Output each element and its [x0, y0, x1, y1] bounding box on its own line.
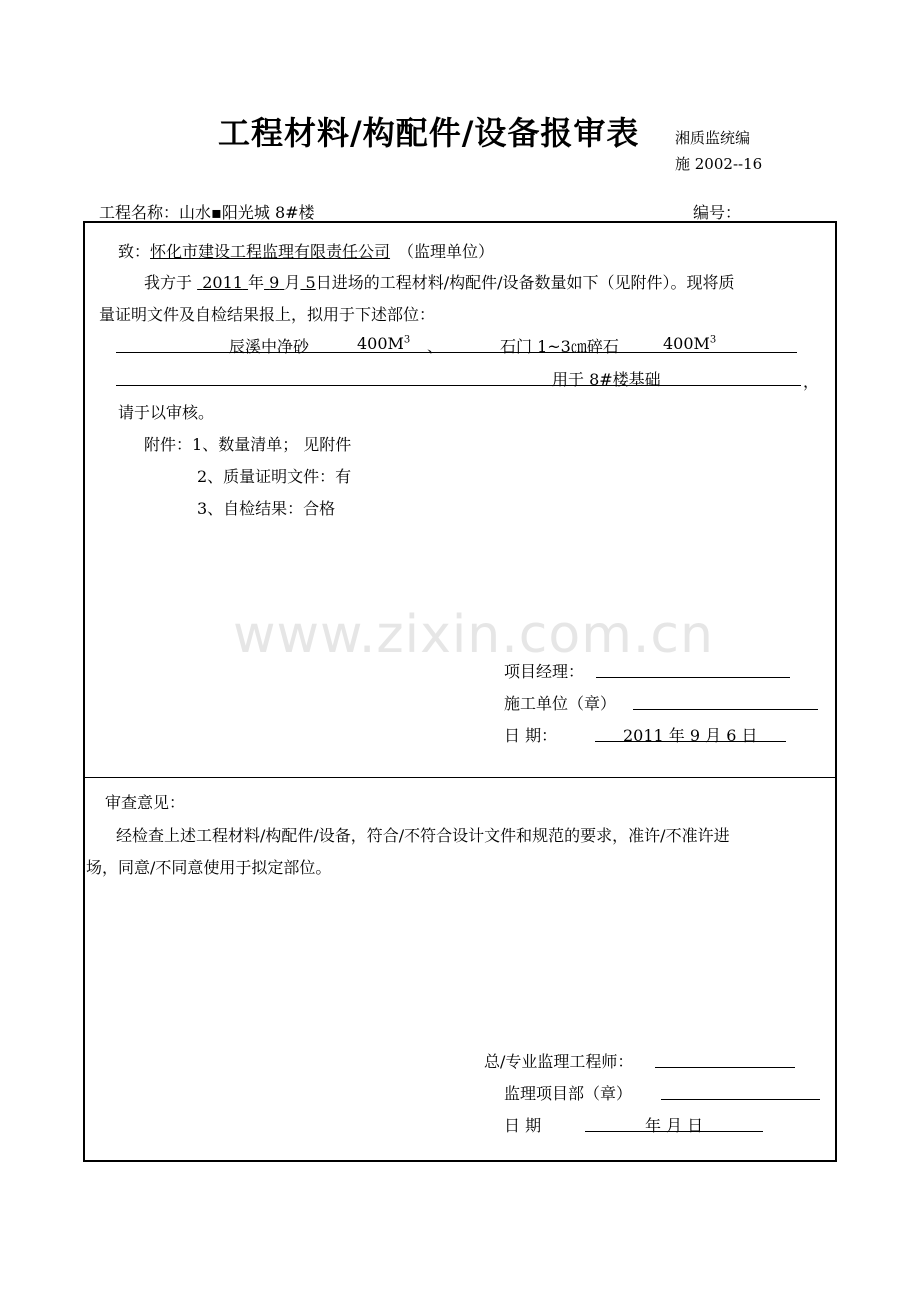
qty2: $400M^3$	[663, 334, 717, 353]
manager-signature-line	[596, 677, 790, 678]
submit-date-label: 日 期：	[504, 726, 558, 745]
engineer-signature-line	[655, 1067, 795, 1068]
project-name-label: 工程名称：	[99, 203, 180, 222]
location: 用于 8#楼基础	[552, 370, 661, 389]
opinion-line2: 场，同意/不同意使用于拟定部位。	[86, 858, 332, 877]
month-unit: 月	[284, 273, 301, 292]
location-comma: ，	[803, 372, 820, 391]
review-date-line	[585, 1131, 763, 1132]
supervisor-company: 怀化市建设工程监理有限责任公司	[150, 242, 391, 261]
to-label: 致：	[118, 242, 151, 261]
opinion-label: 审查意见：	[105, 793, 186, 812]
intro-suffix: 日进场的工程材料/构配件/设备数量如下（见附件）。现将质	[315, 273, 735, 292]
material-separator: 、	[427, 337, 444, 356]
to-line	[118, 239, 494, 262]
review-date-label: 日 期	[504, 1116, 542, 1135]
number-label: 编号：	[693, 203, 742, 222]
project-name-value: 山水▪阳光城 8#楼	[179, 203, 315, 222]
qty1: $400M^3$	[357, 334, 411, 353]
project-name-row	[99, 200, 315, 223]
submit-date-value: 2011 年 9 月 6 日	[623, 726, 758, 745]
location-underline	[116, 385, 801, 386]
opinion-line1: 经检查上述工程材料/构配件/设备，符合/不符合设计文件和规范的要求，准许/不准许进	[116, 826, 730, 845]
contractor-seal-line	[633, 709, 818, 710]
entry-year: 2011	[202, 273, 243, 292]
form-code-line1: 湘质监统编	[675, 129, 751, 147]
entry-month: 9	[269, 273, 280, 292]
watermark: www.zixin.com.cn	[233, 605, 714, 665]
submit-date-line	[595, 741, 786, 742]
year-unit: 年	[248, 273, 265, 292]
supervisor-suffix: （监理单位）	[398, 242, 495, 261]
form-code-line2: 施 2002--16	[675, 155, 763, 173]
form-title: 工程材料/构配件/设备报审表	[218, 114, 640, 152]
intro-prefix: 我方于	[144, 273, 193, 292]
contractor-label: 施工单位（章）	[504, 694, 617, 713]
material2: 石门 1~3㎝碎石	[500, 337, 619, 356]
manager-label: 项目经理：	[504, 662, 585, 681]
form-box	[83, 221, 837, 1162]
section-divider	[83, 777, 837, 778]
intro-line1	[144, 270, 735, 293]
intro-line2: 量证明文件及自检结果报上，拟用于下述部位：	[99, 305, 436, 324]
dept-label: 监理项目部（章）	[504, 1084, 633, 1103]
material1: 辰溪中净砂	[229, 337, 310, 356]
attachment-row1: 附件：1、数量清单； 见附件	[144, 435, 352, 454]
review-date-blank: 年 月 日	[645, 1116, 704, 1135]
engineer-label: 总/专业监理工程师：	[484, 1052, 634, 1071]
entry-day: 5	[305, 273, 316, 292]
dept-seal-line	[661, 1099, 820, 1100]
attachment-row3: 3、自检结果：合格	[197, 499, 336, 518]
attachment-row2: 2、质量证明文件：有	[197, 467, 352, 486]
request-text: 请于以审核。	[118, 403, 215, 422]
